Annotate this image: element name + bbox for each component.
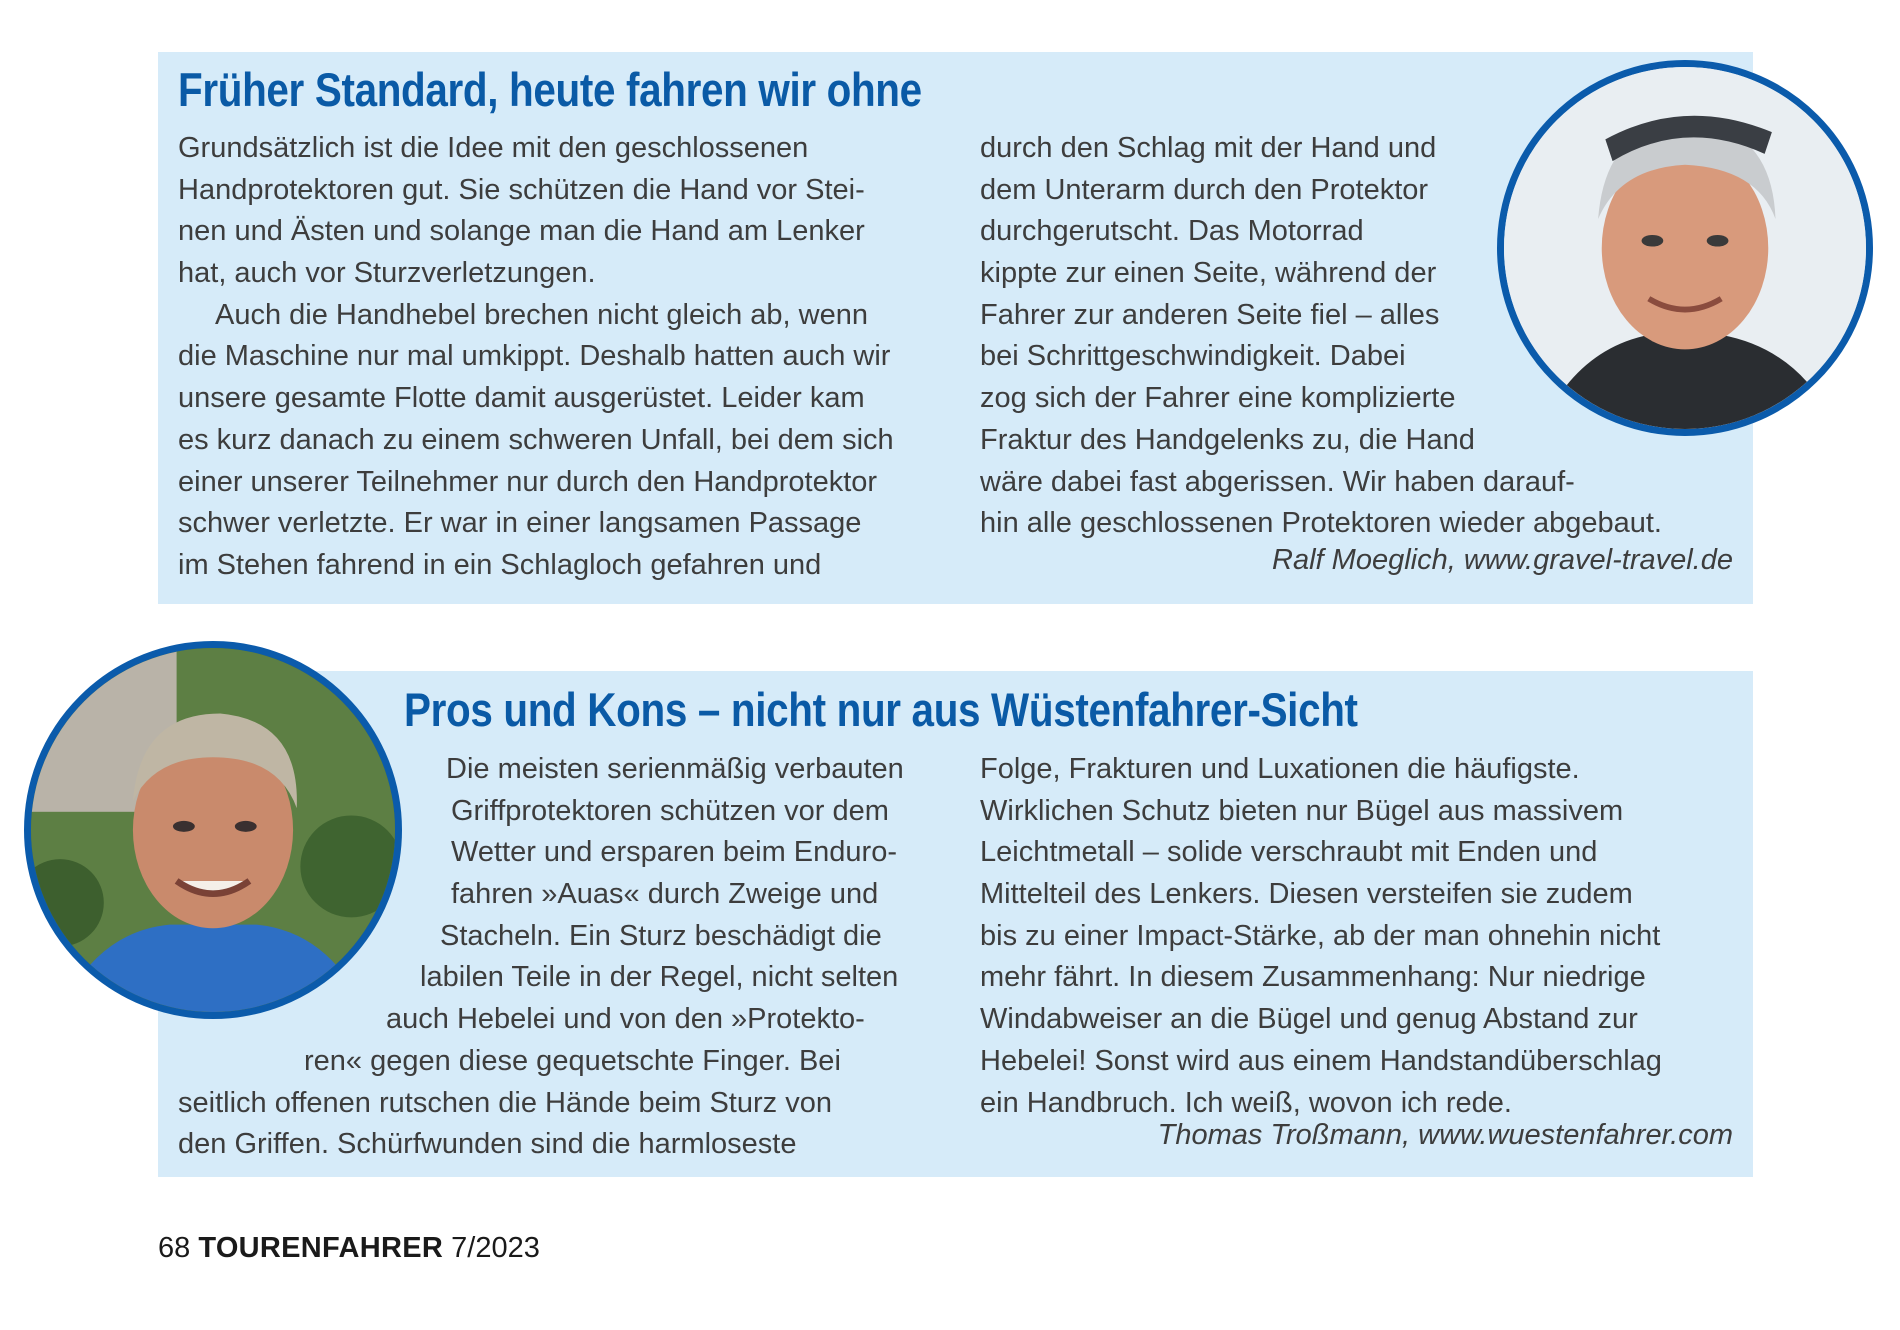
page-number: 68 [158, 1232, 191, 1264]
magazine-name: TOURENFAHRER [198, 1232, 444, 1264]
box2-author-credit: Thomas Troßmann, www.wuestenfahrer.com [1157, 1119, 1733, 1151]
box2-right-line: ein Handbruch. Ich weiß, wovon ich rede. [980, 1086, 1512, 1119]
box1-left-line: Grundsätzlich ist die Idee mit den geschlossenen [178, 132, 809, 164]
box1-right-line: Fahrer zur anderen Seite fiel – alles [980, 298, 1440, 331]
info-box-pros-und-kons [158, 671, 1753, 1177]
box1-right-line: kippte zur einen Seite, während der [980, 257, 1437, 290]
box1-left-line: einer unserer Teilnehmer nur durch den Handprotektor [178, 465, 878, 498]
box1-left-line: im Stehen fahrend in ein Schlagloch gefahren und [178, 548, 822, 581]
box2-left-line: ren« gegen diese gequetschte Finger. Bei [304, 1044, 841, 1077]
box2-left-line: fahren »Auas« durch Zweige und [451, 878, 879, 911]
portrait-illustration [31, 648, 395, 1012]
box1-left-line: Auch die Handhebel brechen nicht gleich ab, wenn [215, 298, 868, 331]
box1-headline: Früher Standard, heute fahren wir ohne [178, 63, 922, 116]
box1-right-line: bei Schrittgeschwindigkeit. Dabei [980, 340, 1406, 373]
box1-right-line: zog sich der Fahrer eine komplizierte [980, 382, 1456, 415]
box1-left-line: hat, auch vor Sturzverletzungen. [178, 257, 596, 290]
box2-right-line: bis zu einer Impact-Stärke, ab der man ohnehin nicht [980, 919, 1661, 952]
box2-right-line: mehr fährt. In diesem Zusammenhang: Nur niedrige [980, 961, 1646, 994]
box1-right-line: dem Unterarm durch den Protektor [980, 173, 1429, 206]
box2-left-line: Die meisten serienmäßig verbauten [446, 753, 904, 785]
box1-left-line: unsere gesamte Flotte damit ausgerüstet. Leider kam [178, 382, 865, 415]
portrait-illustration [1504, 67, 1866, 429]
box2-headline: Pros und Kons – nicht nur aus Wüstenfahrer-Sicht [404, 683, 1358, 736]
page-footer [158, 1232, 540, 1265]
box2-right-line: Windabweiser an die Bügel und genug Abstand zur [980, 1003, 1638, 1036]
box1-left-line: nen und Ästen und solange man die Hand am Lenker [178, 215, 865, 248]
box1-left-line: es kurz danach zu einem schweren Unfall, bei dem sich [178, 423, 894, 456]
box2-left-line: Stacheln. Ein Sturz beschädigt die [440, 919, 882, 952]
box2-right-line: Leichtmetall – solide verschraubt mit Enden und [980, 836, 1598, 869]
box1-right-line: durchgerutscht. Das Motorrad [980, 215, 1364, 248]
box2-left-line: Wetter und ersparen beim Enduro- [451, 836, 897, 869]
box2-left-line: auch Hebelei und von den »Protekto- [386, 1003, 865, 1036]
author-portrait-photo [1497, 60, 1873, 436]
box1-author-credit: Ralf Moeglich, www.gravel-travel.de [1272, 544, 1733, 576]
box2-left-line: seitlich offenen rutschen die Hände beim Sturz von [178, 1086, 832, 1119]
box2-right-line: Hebelei! Sonst wird aus einem Handstandüberschlag [980, 1044, 1662, 1077]
box1-right-line: wäre dabei fast abgerissen. Wir haben darauf- [980, 465, 1575, 498]
box2-left-line: labilen Teile in der Regel, nicht selten [420, 961, 899, 994]
box2-left-line: den Griffen. Schürfwunden sind die harmloseste [178, 1128, 797, 1161]
box1-right-line: Fraktur des Handgelenks zu, die Hand [980, 423, 1475, 456]
box2-left-line: Griffprotektoren schützen vor dem [451, 794, 889, 827]
box1-right-line: hin alle geschlossenen Protektoren wieder abgebaut. [980, 507, 1662, 540]
box2-right-line: Wirklichen Schutz bieten nur Bügel aus massivem [980, 794, 1624, 827]
box1-left-line: die Maschine nur mal umkippt. Deshalb hatten auch wir [178, 340, 891, 373]
box1-left-line: schwer verletzte. Er war in einer langsamen Passage [178, 507, 862, 540]
box1-left-line: Handprotektoren gut. Sie schützen die Hand vor Stei- [178, 173, 865, 206]
box1-left-column [178, 128, 938, 587]
box1-right-line: durch den Schlag mit der Hand und [980, 132, 1437, 164]
issue-number: 7/2023 [451, 1232, 540, 1264]
info-box-frueher-standard [158, 52, 1753, 604]
author-portrait-photo [24, 641, 402, 1019]
box2-right-line: Mittelteil des Lenkers. Diesen versteifen sie zudem [980, 878, 1633, 911]
box2-right-line: Folge, Frakturen und Luxationen die häufigste. [980, 753, 1580, 785]
box2-right-column [980, 749, 1740, 1124]
